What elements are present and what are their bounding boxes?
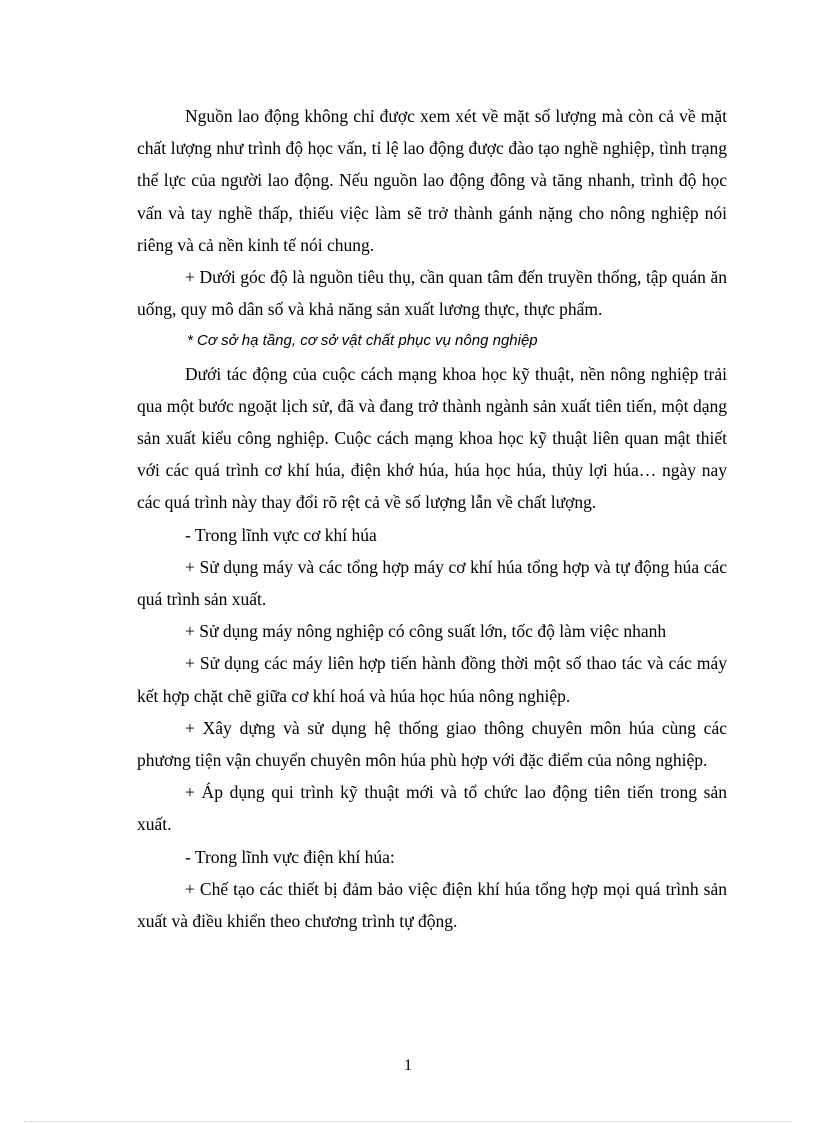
list-item-high-power-machines: + Sử dụng máy nông nghiệp có công suất lớn, tốc độ làm việc nhanh [185, 621, 667, 642]
paragraph-labor-quality: Nguồn lao động không chỉ được xem xét về mặt số lượng mà còn cả về mặt chất lượng như trình độ học vấn, tỉ lệ lao động được đào tạo nghề nghiệp, tình trạng thể lực của người lao động. Nếu nguồn lao động đông và tăng nhanh, trình độ học vấn và tay nghề thấp, thiếu việc làm sẽ trở thành gánh nặng cho nông nghiệp nói riêng và cả nền kinh tế nói chung. [137, 106, 727, 255]
list-item-electrification-devices: + Chế tạo các thiết bị đảm bảo việc điện khí húa tổng hợp mọi quá trình sản xuất và điều khiển theo chương trình tự động. [137, 878, 727, 932]
page-number: 1 [404, 1057, 412, 1074]
page-bottom-divider [24, 1121, 792, 1122]
section-heading-infrastructure: * Cơ sở hạ tầng, cơ sở vật chất phục vụ nông nghiệp [187, 332, 538, 350]
list-item-transport-system: + Xây dựng và sử dụng hệ thống giao thông chuyên môn húa cùng các phương tiện vận chuyển chuyên môn húa phù hợp với đặc điểm của nông nghiệp. [137, 717, 727, 771]
list-item-new-techniques: + Áp dụng qui trình kỹ thuật mới và tổ chức lao động tiên tiến trong sản xuất. [137, 782, 727, 835]
subheading-mechanization: - Trong lĩnh vực cơ khí húa [185, 524, 377, 545]
list-item-combine-machines: + Sử dụng các máy liên hợp tiến hành đồng thời một số thao tác và các máy kết hợp chặt chẽ giữa cơ khí hoá và húa học húa nông nghiệp. [137, 653, 727, 706]
paragraph-tech-revolution: Dưới tác động của cuộc cách mạng khoa học kỹ thuật, nền nông nghiệp trải qua một bước ngoặt lịch sử, đã và đang trở thành ngành sản xuất tiên tiến, một dạng sản xuất kiểu công nghiệp. Cuộc cách mạng khoa học kỹ thuật liên quan mật thiết với các quá trình cơ khí húa, điện khớ húa, húa học húa, thủy lợi húa… ngày nay các quá trình này thay đổi rõ rệt cả về số lượng lẫn về chất lượng. [137, 363, 727, 513]
list-item-machine-complexes: + Sử dụng máy và các tổng hợp máy cơ khí húa tổng hợp và tự động húa các quá trình sản xuất. [137, 556, 727, 610]
paragraph-consumption: + Dưới góc độ là nguồn tiêu thụ, cần quan tâm đến truyền thống, tập quán ăn uống, quy mô dân số và khả năng sản xuất lương thực, thực phẩm. [137, 267, 727, 320]
page-body [137, 100, 727, 937]
subheading-electrification: - Trong lĩnh vực điện khí húa: [185, 846, 395, 867]
